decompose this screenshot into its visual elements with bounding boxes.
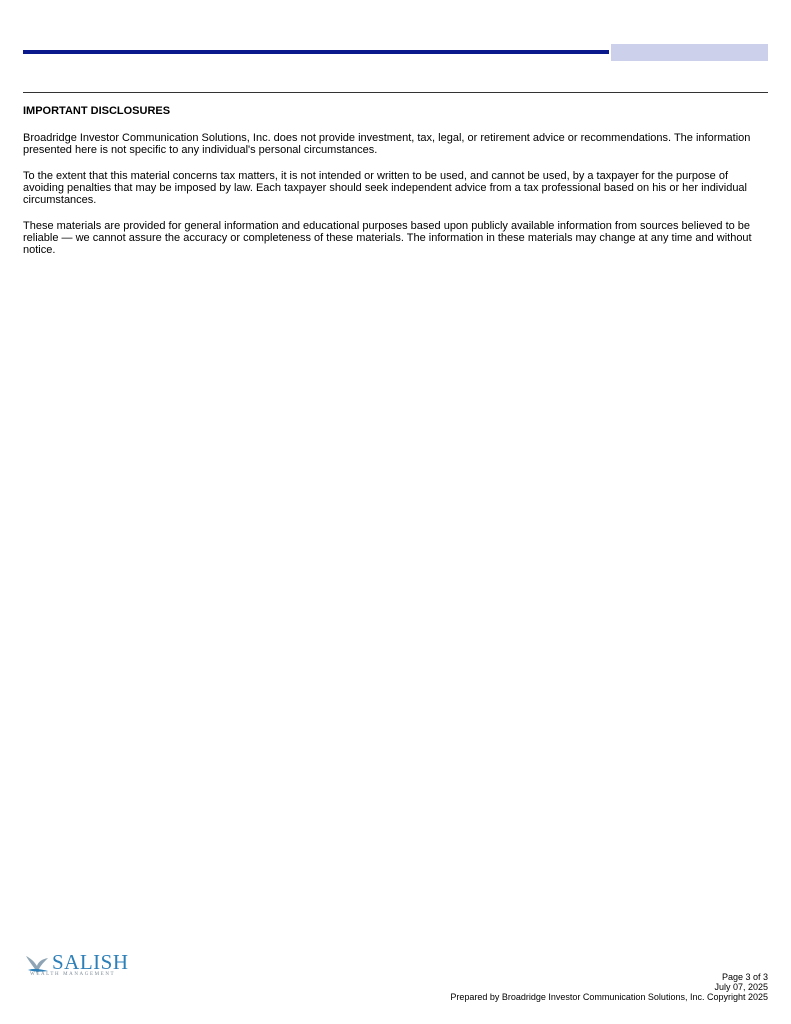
logo-tagline: WEALTH MANAGEMENT bbox=[30, 972, 116, 977]
salish-logo bbox=[24, 952, 134, 982]
disclosures-heading: IMPORTANT DISCLOSURES bbox=[23, 105, 171, 117]
disclosure-paragraph-advice: Broadridge Investor Communication Solutions, Inc. does not provide investment, tax, legal, or retirement advice or recommendations. The information presented here is not specific to any individual's personal circumstances. bbox=[23, 132, 751, 156]
page-footer bbox=[450, 972, 768, 1002]
disclosures-section bbox=[23, 105, 768, 270]
disclosure-paragraph-tax: To the extent that this material concerns tax matters, it is not intended or written to be used, and cannot be used, by a taxpayer for the purpose of avoiding penalties that may be imposed by law. Each taxpayer should seek independent advice from a tax professional based on his or her individual circumstances. bbox=[23, 170, 747, 206]
footer-date: July 07, 2025 bbox=[714, 982, 768, 992]
footer-page-number: Page 3 of 3 bbox=[721, 972, 768, 982]
footer-prepared-by: Prepared by Broadridge Investor Communication Solutions, Inc. Copyright 2025 bbox=[450, 992, 768, 1002]
header-divider bbox=[23, 92, 768, 93]
header-bar-light bbox=[611, 44, 768, 61]
logo-name: SALISH bbox=[52, 950, 129, 974]
header-bar-dark bbox=[23, 50, 609, 54]
disclosure-paragraph-general: These materials are provided for general information and educational purposes based upon publicly available information from sources believed to be reliable — we cannot assure the accuracy or completeness of these materials. The information in these materials may change at any time and without notice. bbox=[23, 220, 752, 256]
